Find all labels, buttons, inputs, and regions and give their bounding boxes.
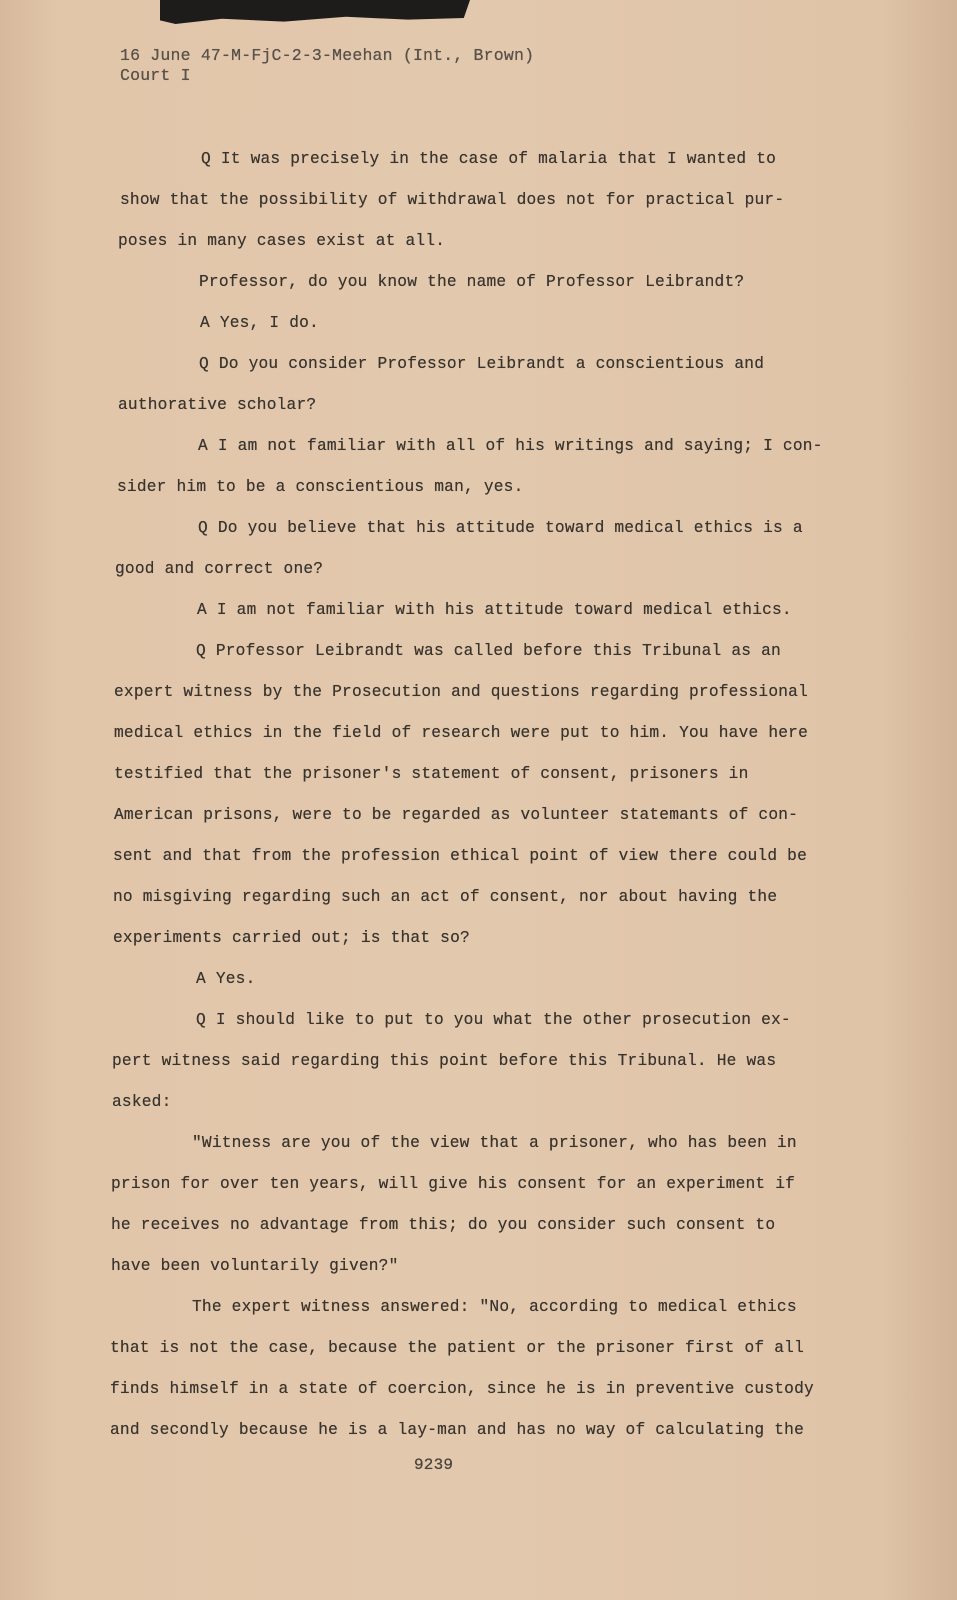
body-line: he receives no advantage from this; do you consider such consent to — [111, 1216, 776, 1234]
body-line: pert witness said regarding this point before this Tribunal. He was — [112, 1052, 777, 1070]
body-line: Professor, do you know the name of Professor Leibrandt? — [199, 273, 745, 291]
body-line: that is not the case, because the patient or the prisoner first of all — [110, 1339, 804, 1357]
body-line: Q Professor Leibrandt was called before this Tribunal as an — [196, 642, 781, 660]
body-line: A I am not familiar with his attitude toward medical ethics. — [197, 601, 792, 619]
body-line: authorative scholar? — [118, 396, 317, 414]
body-line: poses in many cases exist at all. — [118, 232, 446, 250]
body-line: A Yes. — [196, 970, 256, 988]
body-line: good and correct one? — [115, 560, 324, 578]
body-line: Q Do you consider Professor Leibrandt a conscientious and — [199, 355, 765, 373]
body-line: Q It was precisely in the case of malaria that I wanted to — [201, 150, 777, 168]
body-line: have been voluntarily given?" — [111, 1257, 399, 1275]
body-line: Q I should like to put to you what the other prosecution ex- — [196, 1011, 791, 1029]
body-line: A I am not familiar with all of his writings and saying; I con- — [198, 437, 823, 455]
body-line: show that the possibility of withdrawal does not for practical pur- — [120, 191, 785, 209]
body-line: no misgiving regarding such an act of consent, nor about having the — [113, 888, 778, 906]
body-line: finds himself in a state of coercion, since he is in preventive custody — [110, 1380, 814, 1398]
body-line: prison for over ten years, will give his consent for an experiment if — [111, 1175, 796, 1193]
page-number: 9239 — [414, 1456, 454, 1474]
header-line-1: 16 June 47-M-FjC-2-3-Meehan (Int., Brown) — [120, 46, 535, 65]
body-line: asked: — [112, 1093, 172, 1111]
body-line: medical ethics in the field of research were put to him. You have here — [114, 724, 808, 742]
body-line: experiments carried out; is that so? — [113, 929, 470, 947]
body-line: "Witness are you of the view that a prisoner, who has been in — [192, 1134, 797, 1152]
torn-edge — [160, 0, 470, 24]
header-line-2: Court I — [120, 66, 191, 85]
body-line: American prisons, were to be regarded as volunteer statemants of con- — [114, 806, 799, 824]
body-line: testified that the prisoner's statement of consent, prisoners in — [114, 765, 749, 783]
body-line: sent and that from the profession ethical point of view there could be — [113, 847, 807, 865]
body-line: The expert witness answered: "No, according to medical ethics — [192, 1298, 797, 1316]
body-line: Q Do you believe that his attitude toward medical ethics is a — [198, 519, 803, 537]
body-line: sider him to be a conscientious man, yes. — [117, 478, 524, 496]
body-line: and secondly because he is a lay-man and has no way of calculating the — [110, 1421, 804, 1439]
body-line: A Yes, I do. — [200, 314, 319, 332]
body-line: expert witness by the Prosecution and questions regarding professional — [114, 683, 808, 701]
